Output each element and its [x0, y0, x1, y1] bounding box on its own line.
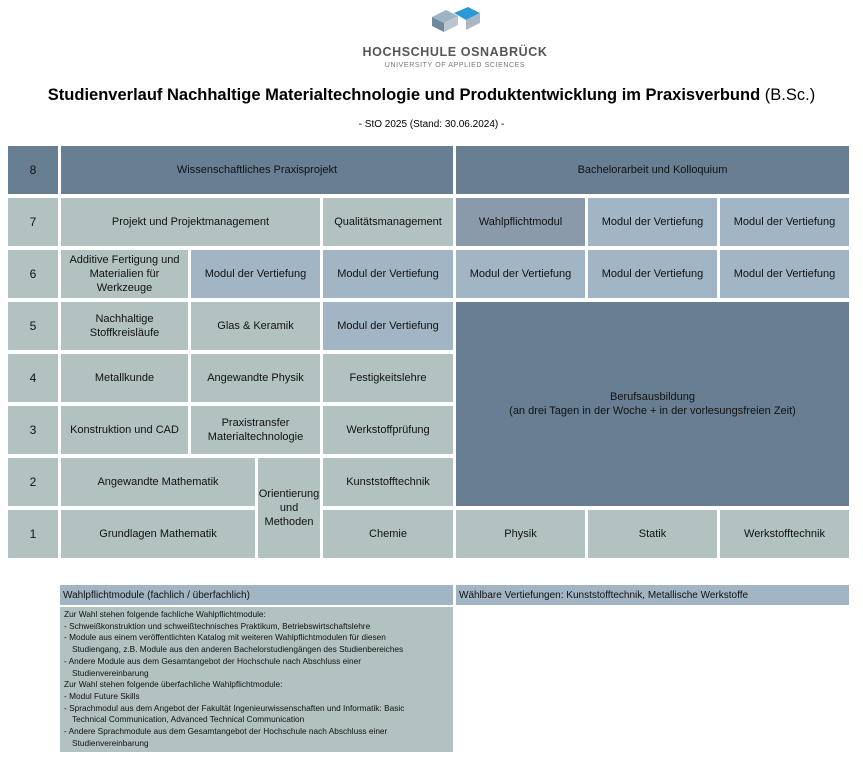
- wahlpflicht-line: - Andere Module aus dem Gesamtangebot der Hochschule nach Abschluss einer: [64, 655, 362, 666]
- wahlpflicht-line: Studienvereinbarung: [72, 667, 149, 678]
- wahlpflicht-header: Wahlpflichtmodule (fachlich / überfachlich): [60, 585, 453, 605]
- module-additive-fertigung: Additive Fertigung und Materialien für Werkzeuge: [61, 250, 188, 298]
- semester-2: 2: [8, 458, 58, 506]
- logo-name: HOCHSCHULE OSNABRÜCK: [362, 45, 548, 59]
- module-praxisprojekt: Wissenschaftliches Praxisprojekt: [61, 146, 453, 194]
- module-chemie: Chemie: [323, 510, 453, 558]
- module-kunststofftechnik: Kunststofftechnik: [323, 458, 453, 506]
- wahlpflicht-line: - Schweißkonstruktion und schweißtechnisches Praktikum, Betriebswirtschaftslehre: [64, 620, 371, 631]
- wahlpflicht-line: Zur Wahl stehen folgende überfachliche Wahlpflichtmodule:: [64, 679, 283, 690]
- module-angewandte-mathematik: Angewandte Mathematik: [61, 458, 255, 506]
- semester-8: 8: [8, 146, 58, 194]
- vertiefungen-header: Wählbare Vertiefungen: Kunststofftechnik, Metallische Werkstoffe: [456, 585, 849, 605]
- wahlpflicht-line: - Modul Future Skills: [64, 690, 140, 701]
- module-vertiefung: Modul der Vertiefung: [720, 250, 849, 298]
- wahlpflicht-line: - Module aus einem veröffentlichten Katalog mit weiteren Wahlpflichtmodulen für diesen: [64, 632, 386, 643]
- module-angewandte-physik: Angewandte Physik: [191, 354, 320, 402]
- module-projektmanagement: Projekt und Projektmanagement: [61, 198, 320, 246]
- module-werkstoffpruefung: Werkstoffprüfung: [323, 406, 453, 454]
- module-statik: Statik: [588, 510, 717, 558]
- module-metallkunde: Metallkunde: [61, 354, 188, 402]
- module-vertiefung: Modul der Vertiefung: [323, 302, 453, 350]
- module-vertiefung: Modul der Vertiefung: [456, 250, 585, 298]
- module-praxistransfer: Praxistransfer Materialtechnologie: [191, 406, 320, 454]
- logo-icon: [428, 5, 483, 37]
- page-title: [0, 86, 863, 105]
- wahlpflicht-line: - Sprachmodul aus dem Angebot der Fakultät Ingenieurwissenschaften und Informatik: Basic: [64, 702, 405, 713]
- module-qualitaetsmanagement: Qualitätsmanagement: [323, 198, 453, 246]
- semester-4: 4: [8, 354, 58, 402]
- module-bachelorarbeit: Bachelorarbeit und Kolloquium: [456, 146, 849, 194]
- module-werkstofftechnik: Werkstofftechnik: [720, 510, 849, 558]
- page-subtitle: - StO 2025 (Stand: 30.06.2024) -: [358, 119, 505, 130]
- wahlpflicht-line: Studiengang, z.B. Module aus den anderen Bachelorstudiengängen des Studienbereiches: [72, 644, 404, 655]
- module-stoffkreislaeufe: Nachhaltige Stoffkreisläufe: [61, 302, 188, 350]
- module-glas-keramik: Glas & Keramik: [191, 302, 320, 350]
- title-text: Studienverlauf Nachhaltige Materialtechnologie und Produktentwicklung im Praxisverbund: [47, 86, 761, 104]
- module-vertiefung: Modul der Vertiefung: [191, 250, 320, 298]
- berufsausbildung-title: Berufsausbildung: [609, 391, 695, 403]
- module-vertiefung: Modul der Vertiefung: [588, 198, 717, 246]
- wahlpflicht-line: - Andere Sprachmodule aus dem Gesamtangebot der Hochschule nach Abschluss einer: [64, 726, 388, 737]
- module-wahlpflicht: Wahlpflichtmodul: [456, 198, 585, 246]
- module-orientierung-methoden: Orientierung und Methoden: [258, 458, 320, 558]
- module-vertiefung: Modul der Vertiefung: [720, 198, 849, 246]
- semester-3: 3: [8, 406, 58, 454]
- wahlpflicht-line: Zur Wahl stehen folgende fachliche Wahlpflichtmodule:: [64, 609, 266, 619]
- semester-1: 1: [8, 510, 58, 558]
- module-physik: Physik: [456, 510, 585, 558]
- berufsausbildung-block: [456, 302, 849, 506]
- semester-6: 6: [8, 250, 58, 298]
- module-konstruktion-cad: Konstruktion und CAD: [61, 406, 188, 454]
- degree-text: (B.Sc.): [764, 86, 816, 104]
- berufsausbildung-note: (an drei Tagen in der Woche + in der vorlesungsfreien Zeit): [509, 405, 796, 417]
- wahlpflicht-line: Studienvereinbarung: [72, 737, 149, 748]
- semester-7: 7: [8, 198, 58, 246]
- semester-5: 5: [8, 302, 58, 350]
- module-festigkeitslehre: Festigkeitslehre: [323, 354, 453, 402]
- module-vertiefung: Modul der Vertiefung: [588, 250, 717, 298]
- logo-subtitle: UNIVERSITY OF APPLIED SCIENCES: [384, 62, 526, 69]
- wahlpflicht-details: [60, 607, 453, 752]
- module-vertiefung: Modul der Vertiefung: [323, 250, 453, 298]
- wahlpflicht-line: Technical Communication, Advanced Technical Communication: [72, 714, 305, 725]
- module-grundlagen-mathematik: Grundlagen Mathematik: [61, 510, 255, 558]
